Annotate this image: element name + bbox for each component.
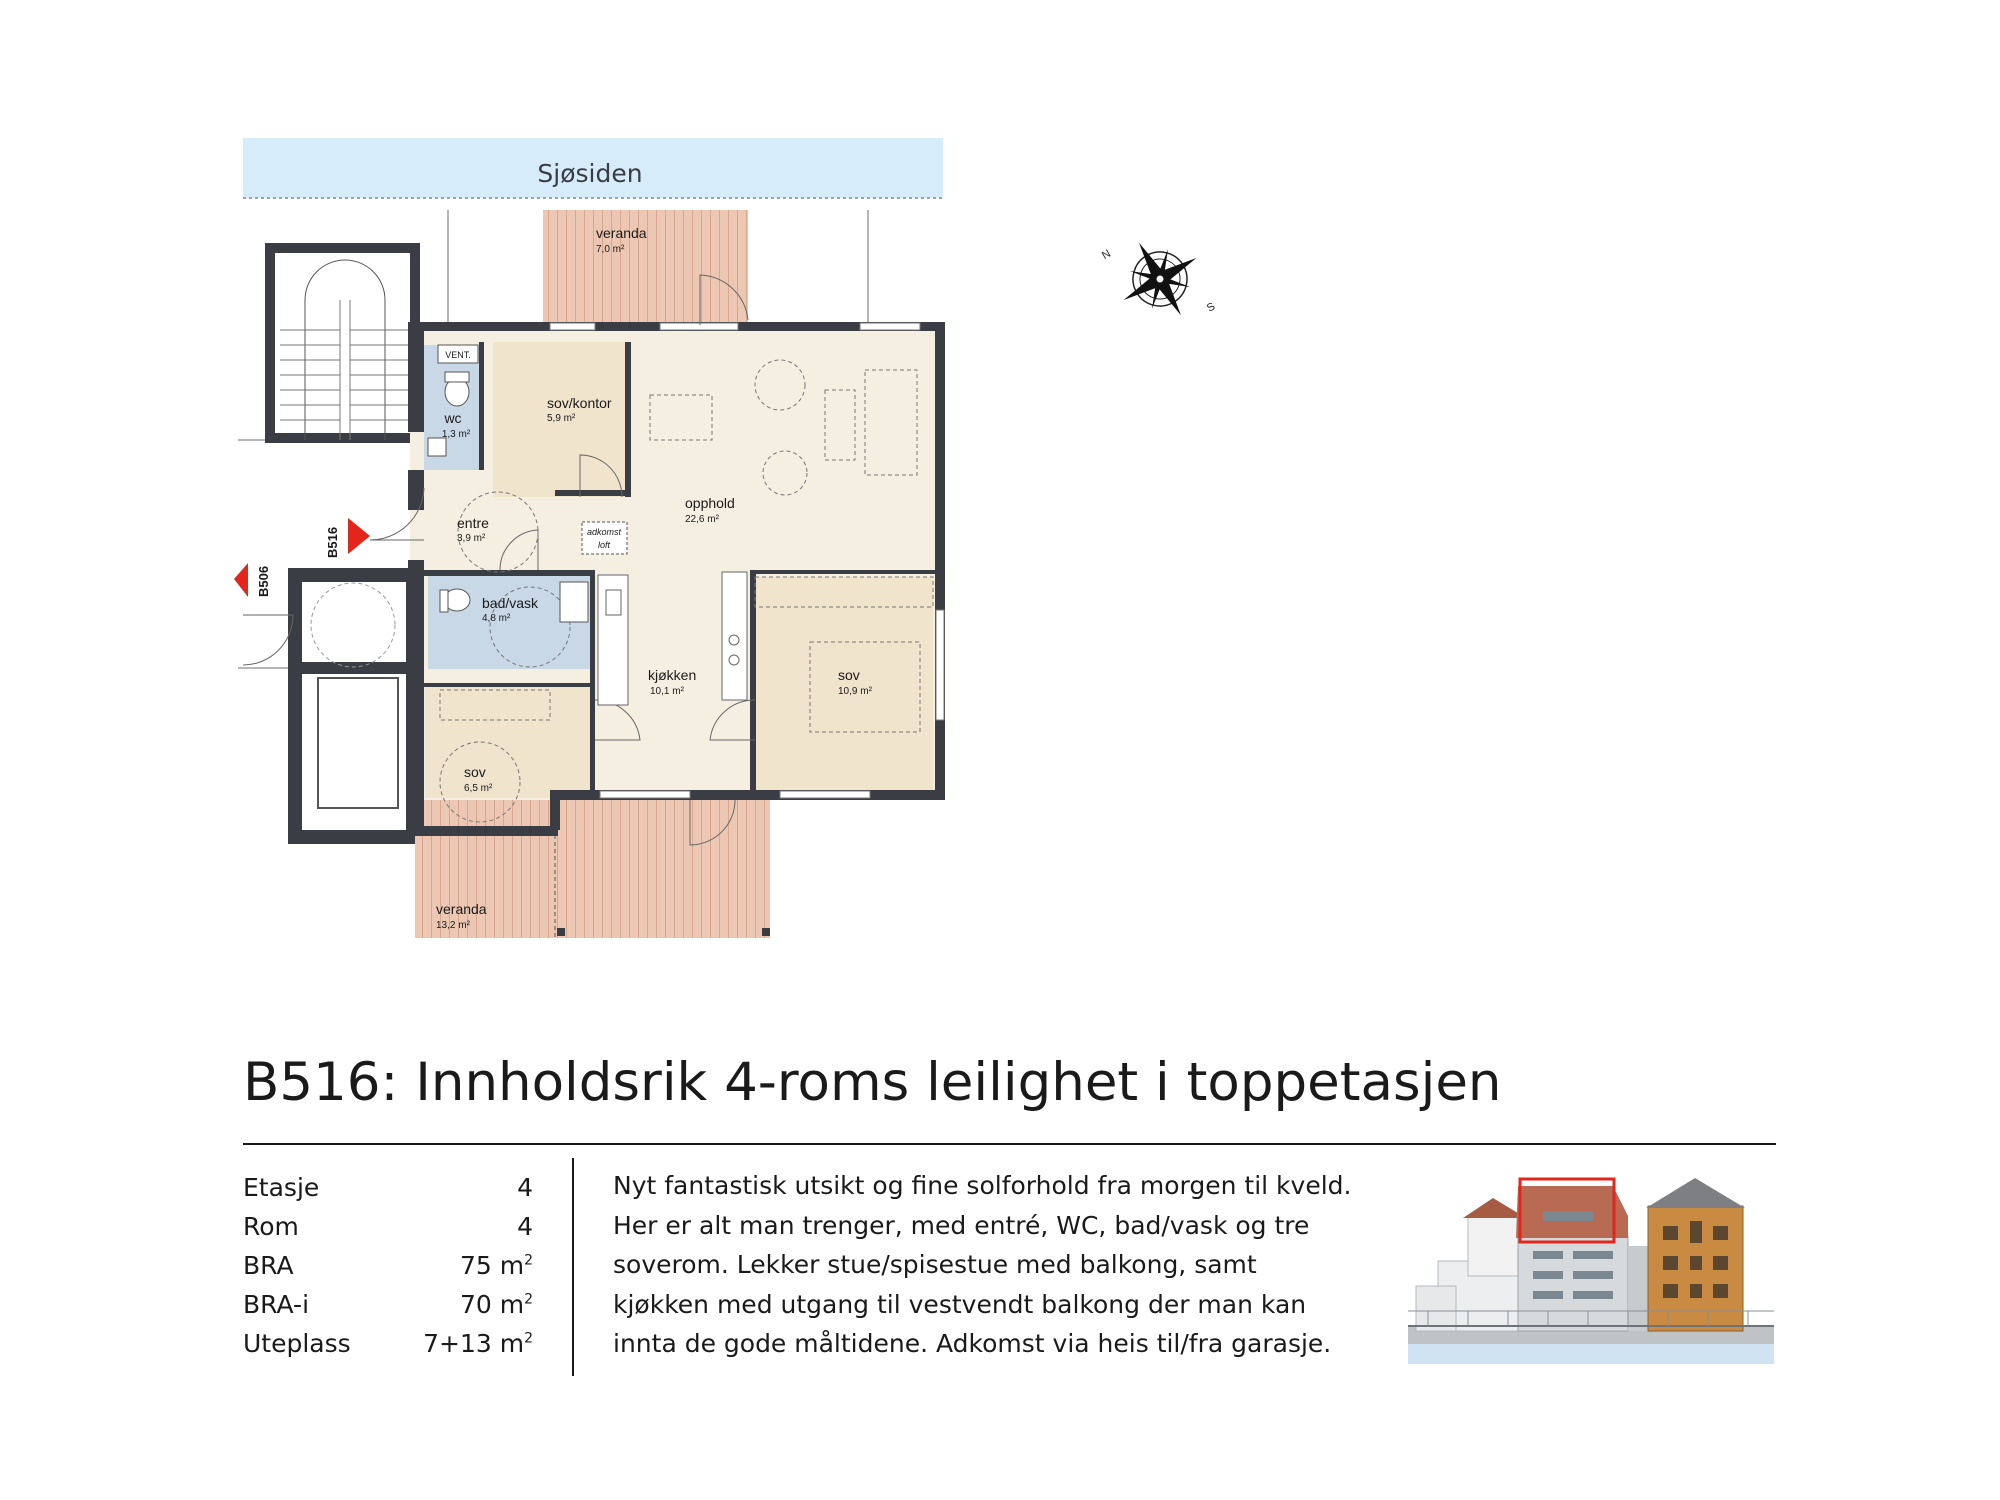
room-name-veranda-south: veranda xyxy=(436,901,487,917)
room-name-sov-small: sov xyxy=(464,764,486,780)
room-name-opphold: opphold xyxy=(685,495,735,511)
fact-row-etasje xyxy=(243,1168,533,1207)
sea-side-band xyxy=(243,138,943,198)
unit-marker-b506 xyxy=(234,563,271,597)
elevator-shaft xyxy=(295,575,413,837)
fact-row-uteplass xyxy=(243,1324,533,1363)
sea-side-label: Sjøsiden xyxy=(537,159,643,188)
description xyxy=(613,1166,1423,1364)
description-line: innta de gode måltidene. Adkomst via heis til/fra garasje. xyxy=(613,1329,1332,1358)
fact-value: 75 $m^2$ xyxy=(459,1251,533,1280)
unit-marker-b516 xyxy=(325,518,370,558)
staircase xyxy=(270,248,415,440)
room-area-opphold: 22,6 m² xyxy=(685,514,719,525)
room-area-kjokken: 10,1 m² xyxy=(650,686,684,697)
vent-label: VENT. xyxy=(445,350,471,360)
room-name-wc: wc xyxy=(444,410,462,426)
room-name-sov-kontor: sov/kontor xyxy=(547,395,612,411)
room-name-entre: entre xyxy=(457,515,489,531)
room-area-sov-small: 6,5 m² xyxy=(464,783,493,794)
fact-value: 70 $m^2$ xyxy=(459,1290,533,1319)
room-name-bad-vask: bad/vask xyxy=(482,595,539,611)
veranda-south-deck xyxy=(415,800,770,938)
fact-label: Etasje xyxy=(243,1173,320,1202)
page-title: B516: Innholdsrik 4-roms leilighet i toppetasjen xyxy=(243,1052,1502,1113)
description-line: kjøkken med utgang til vestvendt balkong der man kan xyxy=(613,1289,1307,1319)
room-name-veranda-north: veranda xyxy=(596,225,647,241)
room-name-kjokken: kjøkken xyxy=(648,667,697,683)
description-line: soverom. Lekker stue/spisestue med balkong, samt xyxy=(613,1250,1257,1279)
room-area-entre: 3,9 m² xyxy=(457,533,486,544)
column-divider xyxy=(572,1158,574,1376)
room-name-sov-large: sov xyxy=(838,667,860,683)
facts-table xyxy=(243,1168,533,1363)
fact-row-bra xyxy=(243,1246,533,1285)
fact-label: Rom xyxy=(243,1212,299,1241)
building-illustration xyxy=(1408,1176,1774,1364)
fact-value: 7+13 $m^2$ xyxy=(423,1329,533,1358)
loft-access-line2: loft xyxy=(597,540,611,550)
compass-rose-icon xyxy=(1103,222,1218,337)
fact-value: 4 xyxy=(517,1212,533,1241)
room-area-veranda-south: 13,2 m² xyxy=(436,920,470,931)
description-line: Her er alt man trenger, med entré, WC, bad/vask og tre xyxy=(613,1210,1310,1240)
description-line: Nyt fantastisk utsikt og fine solforhold fra morgen til kveld. xyxy=(613,1171,1352,1200)
fact-label: BRA xyxy=(243,1251,294,1280)
fact-label: Uteplass xyxy=(243,1329,351,1358)
loft-access-line1: adkomst xyxy=(586,527,622,537)
room-area-bad-vask: 4,8 m² xyxy=(482,613,511,624)
title-divider xyxy=(243,1143,1776,1145)
fact-row-bra-i xyxy=(243,1285,533,1324)
unit-marker-b506-label: B506 xyxy=(256,565,271,597)
fact-label: BRA-i xyxy=(243,1290,310,1319)
compass-south-label: S xyxy=(1204,300,1218,315)
room-area-sov-kontor: 5,9 m² xyxy=(547,413,576,424)
apartment-floor xyxy=(410,325,942,800)
fact-row-rom xyxy=(243,1207,533,1246)
fact-value: 4 xyxy=(517,1173,533,1202)
room-area-sov-large: 10,9 m² xyxy=(838,686,872,697)
compass-north-label: N xyxy=(1100,247,1113,263)
room-area-veranda-north: 7,0 m² xyxy=(596,244,625,255)
unit-marker-b516-label: B516 xyxy=(325,526,340,558)
room-area-wc: 1,3 m² xyxy=(441,429,471,440)
